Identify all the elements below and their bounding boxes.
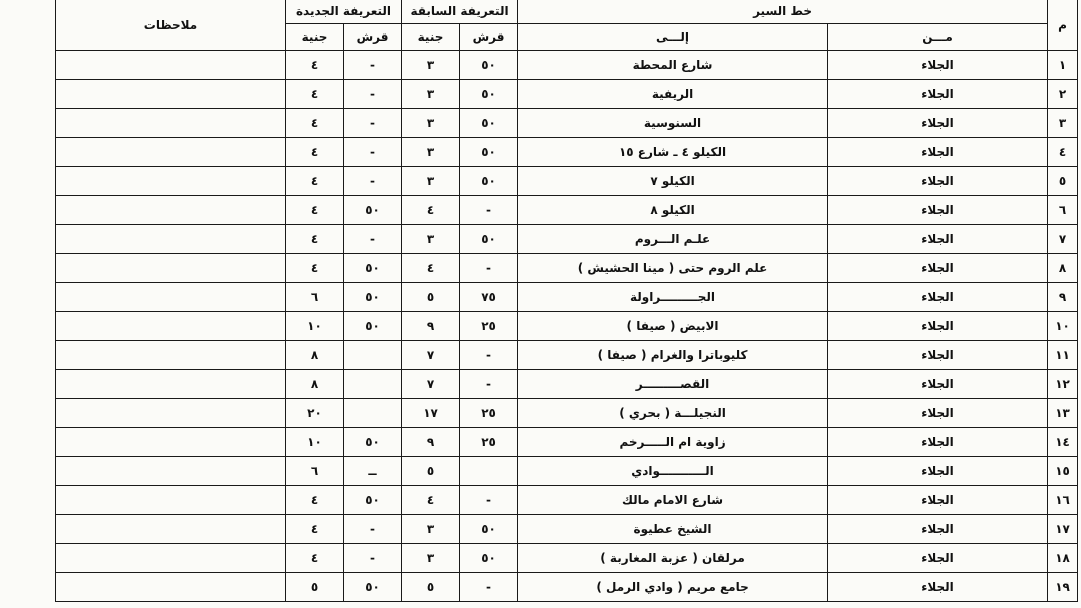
table-row <box>56 138 1078 167</box>
table-row <box>56 457 1078 486</box>
row-index: ١٧ <box>1048 515 1078 544</box>
row-index: ١٤ <box>1048 428 1078 457</box>
new-piaster-cell <box>344 370 402 399</box>
from-cell: الجلاء <box>828 283 1048 312</box>
from-cell: الجلاء <box>828 428 1048 457</box>
row-index: ١١ <box>1048 341 1078 370</box>
previous-pound-cell: ٤ <box>402 254 460 283</box>
from-cell: الجلاء <box>828 399 1048 428</box>
fare-table <box>55 0 1078 602</box>
previous-piaster-cell: ٥٠ <box>460 167 518 196</box>
table-row <box>56 254 1078 283</box>
to-cell: علـم الـــروم <box>518 225 828 254</box>
table-row <box>56 341 1078 370</box>
table-row <box>56 312 1078 341</box>
previous-pound-cell: ٣ <box>402 225 460 254</box>
from-cell: الجلاء <box>828 196 1048 225</box>
new-piaster-cell: - <box>344 138 402 167</box>
new-fare-header: التعريفة الجديدة <box>286 0 402 24</box>
previous-piaster-cell: - <box>460 341 518 370</box>
row-index: ٨ <box>1048 254 1078 283</box>
notes-cell <box>56 341 286 370</box>
new-pound-cell: ٤ <box>286 138 344 167</box>
previous-piaster-cell: - <box>460 196 518 225</box>
previous-piaster-cell: - <box>460 486 518 515</box>
table-row <box>56 573 1078 602</box>
to-cell: كليوباترا والغرام ( صيفا ) <box>518 341 828 370</box>
from-cell: الجلاء <box>828 225 1048 254</box>
previous-pound-header: جنية <box>402 24 460 51</box>
to-cell: الشيخ عطيوة <box>518 515 828 544</box>
to-cell: السنوسية <box>518 109 828 138</box>
previous-piaster-cell: ٥٠ <box>460 109 518 138</box>
new-pound-cell: ٤ <box>286 51 344 80</box>
from-cell: الجلاء <box>828 573 1048 602</box>
new-pound-cell: ٤ <box>286 109 344 138</box>
to-cell: الكيلو ٤ ـ شارع ١٥ <box>518 138 828 167</box>
to-cell: شارع المحطة <box>518 51 828 80</box>
row-index: ١٨ <box>1048 544 1078 573</box>
from-cell: الجلاء <box>828 486 1048 515</box>
new-piaster-cell: ٥٠ <box>344 283 402 312</box>
previous-piaster-cell: - <box>460 254 518 283</box>
new-piaster-cell: ٥٠ <box>344 196 402 225</box>
new-piaster-cell: ٥٠ <box>344 312 402 341</box>
table-body <box>56 51 1078 602</box>
notes-header: ملاحظات <box>56 0 286 51</box>
row-index: ١٢ <box>1048 370 1078 399</box>
from-cell: الجلاء <box>828 312 1048 341</box>
notes-cell <box>56 370 286 399</box>
route-header: خط السير <box>518 0 1048 24</box>
new-pound-cell: ٤ <box>286 196 344 225</box>
to-cell: الريفية <box>518 80 828 109</box>
from-cell: الجلاء <box>828 138 1048 167</box>
new-piaster-cell <box>344 341 402 370</box>
new-pound-cell: ٤ <box>286 544 344 573</box>
new-pound-cell: ٨ <box>286 370 344 399</box>
new-piaster-header: قرش <box>344 24 402 51</box>
new-pound-cell: ٢٠ <box>286 399 344 428</box>
previous-piaster-cell: ٢٥ <box>460 428 518 457</box>
previous-piaster-cell: ٥٠ <box>460 80 518 109</box>
notes-cell <box>56 399 286 428</box>
row-index: ٩ <box>1048 283 1078 312</box>
row-index: ١٥ <box>1048 457 1078 486</box>
table-row <box>56 225 1078 254</box>
previous-pound-cell: ٣ <box>402 109 460 138</box>
new-piaster-cell: - <box>344 109 402 138</box>
previous-fare-header: التعريفة السابقة <box>402 0 518 24</box>
to-cell: القصـــــــــر <box>518 370 828 399</box>
new-pound-cell: ٤ <box>286 225 344 254</box>
to-cell: الكيلو ٧ <box>518 167 828 196</box>
table-row <box>56 428 1078 457</box>
new-piaster-cell: ٥٠ <box>344 254 402 283</box>
table-row <box>56 515 1078 544</box>
notes-cell <box>56 428 286 457</box>
new-piaster-cell: - <box>344 51 402 80</box>
previous-piaster-cell: - <box>460 573 518 602</box>
new-piaster-cell: ٥٠ <box>344 573 402 602</box>
row-index: ٤ <box>1048 138 1078 167</box>
new-pound-cell: ٤ <box>286 80 344 109</box>
table-header <box>56 0 1078 51</box>
notes-cell <box>56 573 286 602</box>
notes-cell <box>56 312 286 341</box>
new-piaster-cell: - <box>344 167 402 196</box>
notes-cell <box>56 544 286 573</box>
new-piaster-cell: - <box>344 80 402 109</box>
notes-cell <box>56 196 286 225</box>
table-row <box>56 544 1078 573</box>
row-index: ٥ <box>1048 167 1078 196</box>
previous-pound-cell: ٥ <box>402 457 460 486</box>
to-cell: شارع الامام مالك <box>518 486 828 515</box>
row-index: ١٣ <box>1048 399 1078 428</box>
new-pound-cell: ٦ <box>286 283 344 312</box>
new-piaster-cell: - <box>344 225 402 254</box>
row-index: ١٠ <box>1048 312 1078 341</box>
previous-piaster-cell: - <box>460 370 518 399</box>
from-cell: الجلاء <box>828 515 1048 544</box>
previous-pound-cell: ٧ <box>402 341 460 370</box>
table-row <box>56 109 1078 138</box>
row-index: ١٩ <box>1048 573 1078 602</box>
to-cell: جامع مريم ( وادي الرمل ) <box>518 573 828 602</box>
from-cell: الجلاء <box>828 109 1048 138</box>
row-index: ٦ <box>1048 196 1078 225</box>
previous-pound-cell: ١٧ <box>402 399 460 428</box>
previous-piaster-cell: ٧٥ <box>460 283 518 312</box>
previous-piaster-cell: ٥٠ <box>460 51 518 80</box>
previous-piaster-cell: ٥٠ <box>460 515 518 544</box>
table-row <box>56 80 1078 109</box>
table-row <box>56 51 1078 80</box>
new-pound-cell: ١٠ <box>286 312 344 341</box>
notes-cell <box>56 167 286 196</box>
notes-cell <box>56 457 286 486</box>
to-cell: مرلقان ( عزبة المغاربة ) <box>518 544 828 573</box>
previous-piaster-cell: ٥٠ <box>460 138 518 167</box>
from-cell: الجلاء <box>828 457 1048 486</box>
previous-pound-cell: ٥ <box>402 283 460 312</box>
notes-cell <box>56 225 286 254</box>
new-pound-header: جنية <box>286 24 344 51</box>
to-cell: الكيلو ٨ <box>518 196 828 225</box>
previous-piaster-header: قرش <box>460 24 518 51</box>
notes-cell <box>56 515 286 544</box>
new-pound-cell: ٤ <box>286 167 344 196</box>
to-cell: النجيلـــة ( بحري ) <box>518 399 828 428</box>
previous-piaster-cell <box>460 457 518 486</box>
notes-cell <box>56 486 286 515</box>
notes-cell <box>56 138 286 167</box>
notes-cell <box>56 109 286 138</box>
row-index: ١ <box>1048 51 1078 80</box>
notes-cell <box>56 283 286 312</box>
row-index: ٣ <box>1048 109 1078 138</box>
table-row <box>56 370 1078 399</box>
from-cell: الجلاء <box>828 167 1048 196</box>
new-pound-cell: ٤ <box>286 515 344 544</box>
to-cell: علم الروم حتى ( مينا الحشيش ) <box>518 254 828 283</box>
previous-pound-cell: ٣ <box>402 51 460 80</box>
table-row <box>56 196 1078 225</box>
from-cell: الجلاء <box>828 341 1048 370</box>
new-pound-cell: ٤ <box>286 254 344 283</box>
previous-piaster-cell: ٥٠ <box>460 225 518 254</box>
table-row <box>56 283 1078 312</box>
index-header: م <box>1048 0 1078 51</box>
to-cell: زاوية ام الـــــرخم <box>518 428 828 457</box>
notes-cell <box>56 51 286 80</box>
table-row <box>56 167 1078 196</box>
row-index: ١٦ <box>1048 486 1078 515</box>
row-index: ٧ <box>1048 225 1078 254</box>
to-cell: الـــــــــــوادي <box>518 457 828 486</box>
new-pound-cell: ٤ <box>286 486 344 515</box>
previous-pound-cell: ٣ <box>402 544 460 573</box>
new-piaster-cell: ــ <box>344 457 402 486</box>
table-row <box>56 399 1078 428</box>
new-piaster-cell: ٥٠ <box>344 428 402 457</box>
from-cell: الجلاء <box>828 254 1048 283</box>
from-header: مـــن <box>828 24 1048 51</box>
new-pound-cell: ٦ <box>286 457 344 486</box>
notes-cell <box>56 254 286 283</box>
from-cell: الجلاء <box>828 51 1048 80</box>
to-cell: الجـــــــــراولة <box>518 283 828 312</box>
previous-pound-cell: ٥ <box>402 573 460 602</box>
previous-pound-cell: ٣ <box>402 138 460 167</box>
new-piaster-cell: - <box>344 544 402 573</box>
previous-pound-cell: ٤ <box>402 486 460 515</box>
from-cell: الجلاء <box>828 370 1048 399</box>
previous-pound-cell: ٧ <box>402 370 460 399</box>
from-cell: الجلاء <box>828 544 1048 573</box>
table-row <box>56 486 1078 515</box>
to-cell: الابيض ( صيفا ) <box>518 312 828 341</box>
row-index: ٢ <box>1048 80 1078 109</box>
new-piaster-cell <box>344 399 402 428</box>
previous-piaster-cell: ٥٠ <box>460 544 518 573</box>
previous-pound-cell: ٣ <box>402 80 460 109</box>
to-header: إلـــى <box>518 24 828 51</box>
previous-piaster-cell: ٢٥ <box>460 312 518 341</box>
notes-cell <box>56 80 286 109</box>
previous-piaster-cell: ٢٥ <box>460 399 518 428</box>
new-pound-cell: ١٠ <box>286 428 344 457</box>
previous-pound-cell: ٩ <box>402 312 460 341</box>
previous-pound-cell: ٣ <box>402 167 460 196</box>
new-pound-cell: ٥ <box>286 573 344 602</box>
previous-pound-cell: ٤ <box>402 196 460 225</box>
from-cell: الجلاء <box>828 80 1048 109</box>
new-piaster-cell: ٥٠ <box>344 486 402 515</box>
previous-pound-cell: ٩ <box>402 428 460 457</box>
previous-pound-cell: ٣ <box>402 515 460 544</box>
new-piaster-cell: - <box>344 515 402 544</box>
new-pound-cell: ٨ <box>286 341 344 370</box>
